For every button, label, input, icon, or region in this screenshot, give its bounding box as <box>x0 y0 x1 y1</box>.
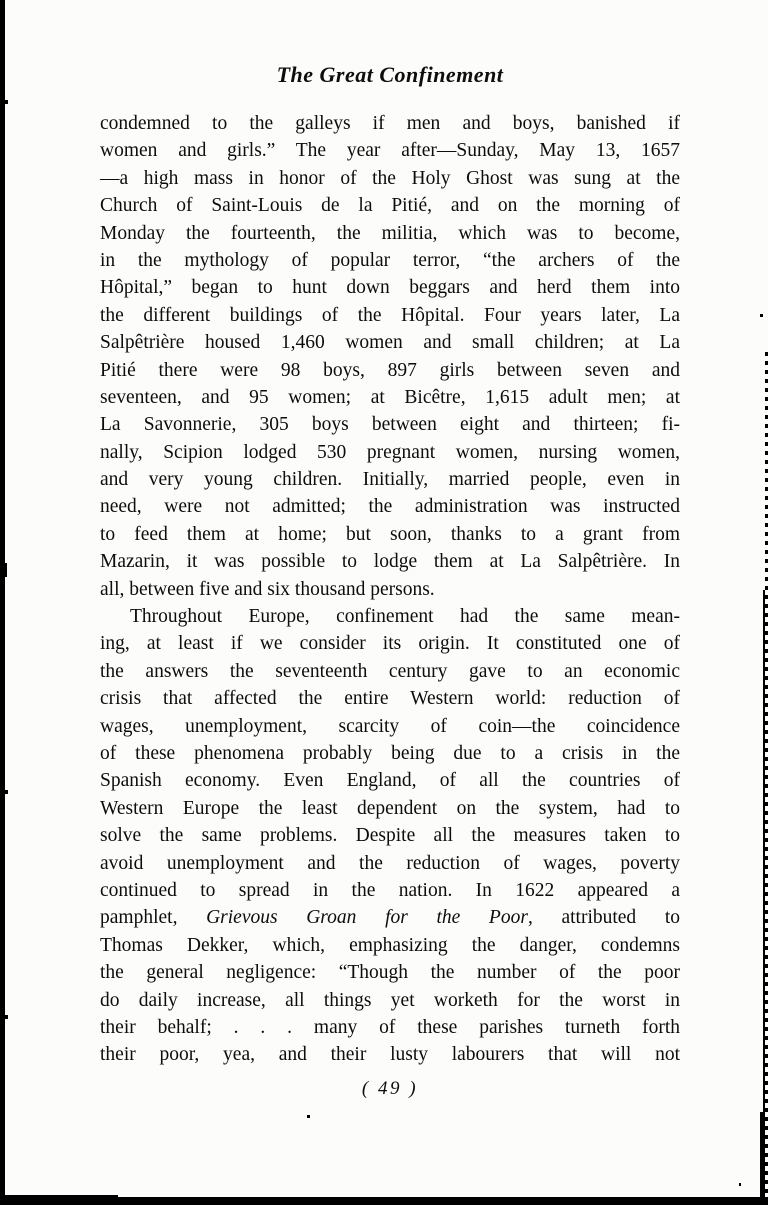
text-segment: , attributed to <box>527 907 680 929</box>
text-line <box>100 877 680 904</box>
text-line <box>100 137 680 164</box>
text-segment: their poor, yea, and their lusty labourers that will not <box>100 1044 680 1066</box>
text-segment: Throughout Europe, confinement had the same mean- <box>130 606 680 628</box>
text-line <box>100 466 680 493</box>
text-segment: —a high mass in honor of the Holy Ghost was sung at the <box>100 167 680 189</box>
text-line <box>100 850 680 877</box>
text-segment: pamphlet, <box>100 907 207 929</box>
text-segment: to feed them at home; but soon, thanks to a grant from <box>100 523 680 545</box>
text-segment: Salpêtrière housed 1,460 women and small children; at La <box>100 332 680 354</box>
text-line <box>100 302 680 329</box>
scan-tick <box>5 790 8 794</box>
page-number: ( 49 ) <box>361 1077 419 1099</box>
scan-tick <box>5 563 7 577</box>
text-line <box>100 192 680 219</box>
text-line <box>100 630 680 657</box>
text-line <box>100 274 680 301</box>
text-line <box>100 740 680 767</box>
italic-book-title: Grievous Groan for the Poor <box>206 907 528 929</box>
text-line <box>100 493 680 520</box>
text-segment: seventeen, and 95 women; at Bicêtre, 1,615 adult men; at <box>100 386 680 408</box>
text-line <box>100 220 680 247</box>
text-line <box>100 795 680 822</box>
text-segment: Pitié there were 98 boys, 897 girls between seven and <box>100 359 680 381</box>
text-line <box>100 904 680 931</box>
scan-edge-bottom-corner <box>0 1195 118 1205</box>
scan-speck <box>307 1115 310 1118</box>
text-segment: the answers the seventeenth century gave to an economic <box>100 660 680 682</box>
text-segment: the different buildings of the Hôpital. Four years later, La <box>100 304 680 326</box>
text-line <box>100 247 680 274</box>
text-segment: avoid unemployment and the reduction of wages, poverty <box>100 852 680 874</box>
text-segment: in the mythology of popular terror, “the archers of the <box>100 249 680 271</box>
text-line <box>100 767 680 794</box>
text-line <box>100 658 680 685</box>
text-segment: crisis that affected the entire Western world: reduction of <box>100 688 680 710</box>
text-line <box>100 411 680 438</box>
text-line <box>100 165 680 192</box>
text-line <box>100 1041 680 1068</box>
text-segment: their behalf; . . . many of these parishes turneth forth <box>100 1016 680 1038</box>
text-segment: women and girls.” The year after—Sunday, May 13, 1657 <box>100 140 680 162</box>
text-line <box>100 439 680 466</box>
text-line <box>100 932 680 959</box>
text-line <box>100 329 680 356</box>
scan-tick <box>5 1015 8 1019</box>
text-line <box>100 987 680 1014</box>
text-segment: solve the same problems. Despite all the measures taken to <box>100 825 680 847</box>
text-segment: condemned to the galleys if men and boys, banished if <box>100 113 680 134</box>
text-segment: all, between five and six thousand persons. <box>100 578 435 600</box>
text-line <box>100 685 680 712</box>
text-segment: of these phenomena probably being due to a crisis in the <box>100 742 680 764</box>
text-line <box>100 384 680 411</box>
text-line <box>100 959 680 986</box>
text-line <box>100 713 680 740</box>
scan-edge-right-bar <box>760 1112 765 1205</box>
text-segment: continued to spread in the nation. In 1622 appeared a <box>100 879 680 901</box>
text-line <box>100 548 680 575</box>
text-segment: need, were not admitted; the administration was instructed <box>100 496 680 518</box>
text-segment: Hôpital,” began to hunt down beggars and herd them into <box>100 277 680 299</box>
text-line <box>100 603 680 630</box>
text-segment: the general negligence: “Though the number of the poor <box>100 962 680 984</box>
scan-tick <box>5 100 8 104</box>
text-segment: Church of Saint-Louis de la Pitié, and on the morning of <box>100 195 680 217</box>
scan-speck <box>760 314 763 317</box>
text-segment: Thomas Dekker, which, emphasizing the danger, condemns <box>100 934 680 956</box>
text-line <box>100 576 680 603</box>
text-segment: Mazarin, it was possible to lodge them at La Salpêtrière. In <box>100 551 680 573</box>
text-segment: ing, at least if we consider its origin. It constituted one of <box>100 633 680 655</box>
text-segment: Monday the fourteenth, the militia, which was to become, <box>100 222 680 244</box>
text-segment: Spanish economy. Even England, of all the countries of <box>100 770 680 792</box>
body-text <box>100 110 680 1069</box>
text-segment: nally, Scipion lodged 530 pregnant women, nursing women, <box>100 441 680 463</box>
text-segment: and very young children. Initially, married people, even in <box>100 469 680 491</box>
text-segment: do daily increase, all things yet worketh for the worst in <box>100 989 680 1011</box>
running-head-title: The Great Confinement <box>276 62 504 87</box>
text-segment: La Savonnerie, 305 boys between eight and thirteen; fi- <box>100 414 680 436</box>
text-segment: wages, unemployment, scarcity of coin—the coincidence <box>100 715 680 737</box>
text-line <box>100 110 680 137</box>
text-line <box>100 1014 680 1041</box>
scan-speck <box>739 1183 741 1186</box>
text-line <box>100 521 680 548</box>
text-line <box>100 357 680 384</box>
text-line <box>100 822 680 849</box>
text-segment: Western Europe the least dependent on the system, had to <box>100 797 680 819</box>
scan-edge-left <box>0 0 5 1205</box>
